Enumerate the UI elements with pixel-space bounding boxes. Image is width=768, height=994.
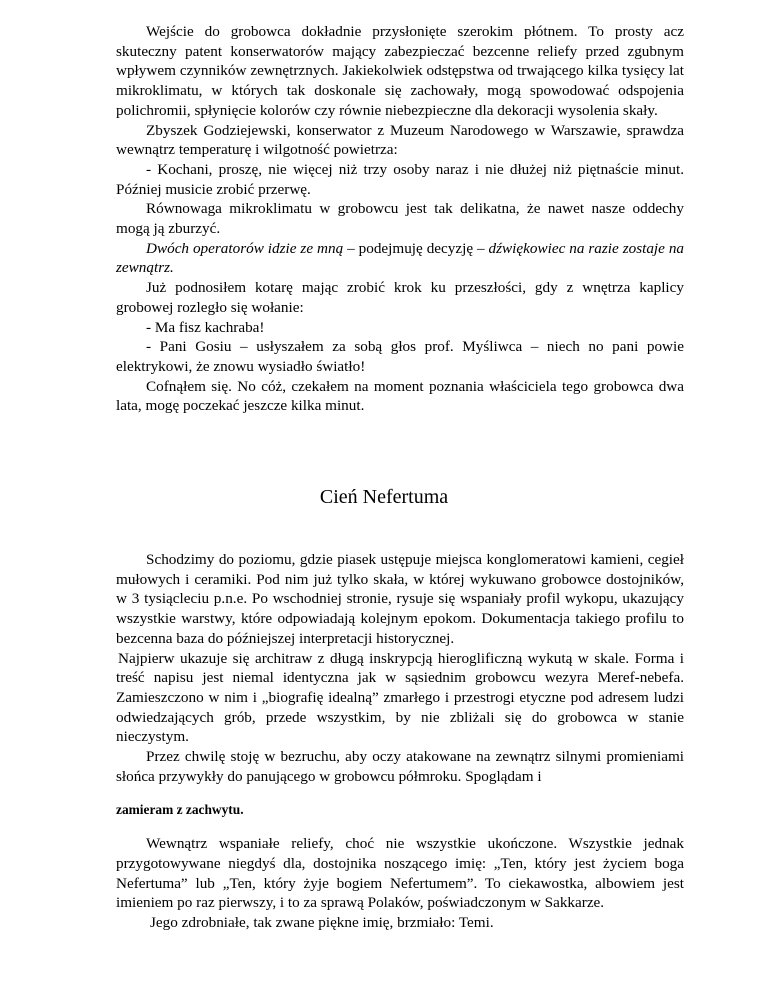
paragraph: - Ma fisz kachraba! <box>146 318 265 336</box>
chapter-title: Cień Nefertuma <box>319 486 449 508</box>
paragraph: Cofnąłem się. No cóż, czekałem na moment poznania właściciela tego grobowca dwa lata, mogę poczekać jeszcze kilka minut. <box>116 377 684 415</box>
paragraph: Wejście do grobowca dokładnie przysłonięte szerokim płótnem. To prosty acz skuteczny patent konserwatorów mający zabezpieczać bezcenne reliefy przed zgubnym wpływem czynników zewnętrznych. Jakiekolwiek odstępstwa od trwającego kilka tysięcy lat mikroklimatu, w których tak doskonale się zachowały, mogą spowodować odspojenia polichromii, spłynięcie kolorów czy równie niebezpieczne dla dekoracji wysolenia skały. <box>116 23 684 119</box>
paragraph: Najpierw ukazuje się architraw z długą inskrypcją hieroglificzną wykutą w skale. Forma i treść napisu jest niemal identyczna jak w sąsiednim grobowcu wezyra Meref-nebefa. Zamieszczono w nim i „biografię idealną” zmarłego i przestrogi etyczne pod adresem ludzi odwiedzających grób, przede wszystkim, by nie zbliżali się do grobowca w stanie nieczystym. <box>116 649 684 746</box>
bold-line: zamieram z zachwytu. <box>116 802 244 818</box>
paragraph: Schodzimy do poziomu, gdzie piasek ustępuje miejsca konglomeratowi kamieni, cegieł mułowych i ceramiki. Pod nim już tylko skała, w której wykuwano grobowce dostojników, w 3 tysiącleciu p.n.e. Po wschodniej stronie, rysuje się wspaniały profil wykopu, ukazujący wszystkie warstwy, które odpowiadają kolejnym epokom. Dokumentacja takiego profilu to bezcenna baza do późniejszej interpretacji historycznej. <box>116 551 684 647</box>
paragraph: Przez chwilę stoję w bezruchu, aby oczy atakowane na zewnątrz silnymi promieniami słońca przywykły do panującego w grobowcu półmroku. Spoglądam i <box>116 748 684 785</box>
paragraph: - Kochani, proszę, nie więcej niż trzy osoby naraz i nie dłużej niż piętnaście minut. Później musicie zrobić przerwę. <box>116 160 684 198</box>
paragraph: - Pani Gosiu – usłyszałem za sobą głos prof. Myśliwca – niech no pani powie elektrykowi, że znowu wysiadło światło! <box>116 338 684 375</box>
italic-text: dźwiękowiec na razie zostaje na zewnątrz. <box>116 239 685 277</box>
paragraph: Już podnosiłem kotarę mając zrobić krok ku przeszłości, gdy z wnętrza kaplicy grobowej rozległo się wołanie: <box>116 279 684 316</box>
paragraph: Równowaga mikroklimatu w grobowcu jest tak delikatna, że nawet nasze oddechy mogą ją zburzyć. <box>116 200 684 238</box>
section-1 <box>116 22 684 416</box>
paragraph: Zbyszek Godziejewski, konserwator z Muzeum Narodowego w Warszawie, sprawdza wewnątrz temperaturę i wilgotność powietrza: <box>116 121 684 159</box>
text: – podejmuję decyzję – <box>343 239 489 257</box>
paragraph <box>116 239 684 278</box>
section-2 <box>116 550 684 933</box>
italic-text: Dwóch operatorów idzie ze mną <box>146 239 344 257</box>
paragraph: Wewnątrz wspaniałe reliefy, choć nie wszystkie ukończone. Wszystkie jednak przygotowywane niegdyś dla, dostojnika noszącego imię: „Ten, który jest życiem boga Nefertuma” lub „Ten, który żyje bogiem Nefertumem”. To ciekawostka, albowiem jest imieniem po raz pierwszy, i to za sprawą Polaków, poświadczonym w Sakkarze. <box>116 835 684 912</box>
paragraph: Jego zdrobniałe, tak zwane piękne imię, brzmiało: Temi. <box>150 913 494 931</box>
